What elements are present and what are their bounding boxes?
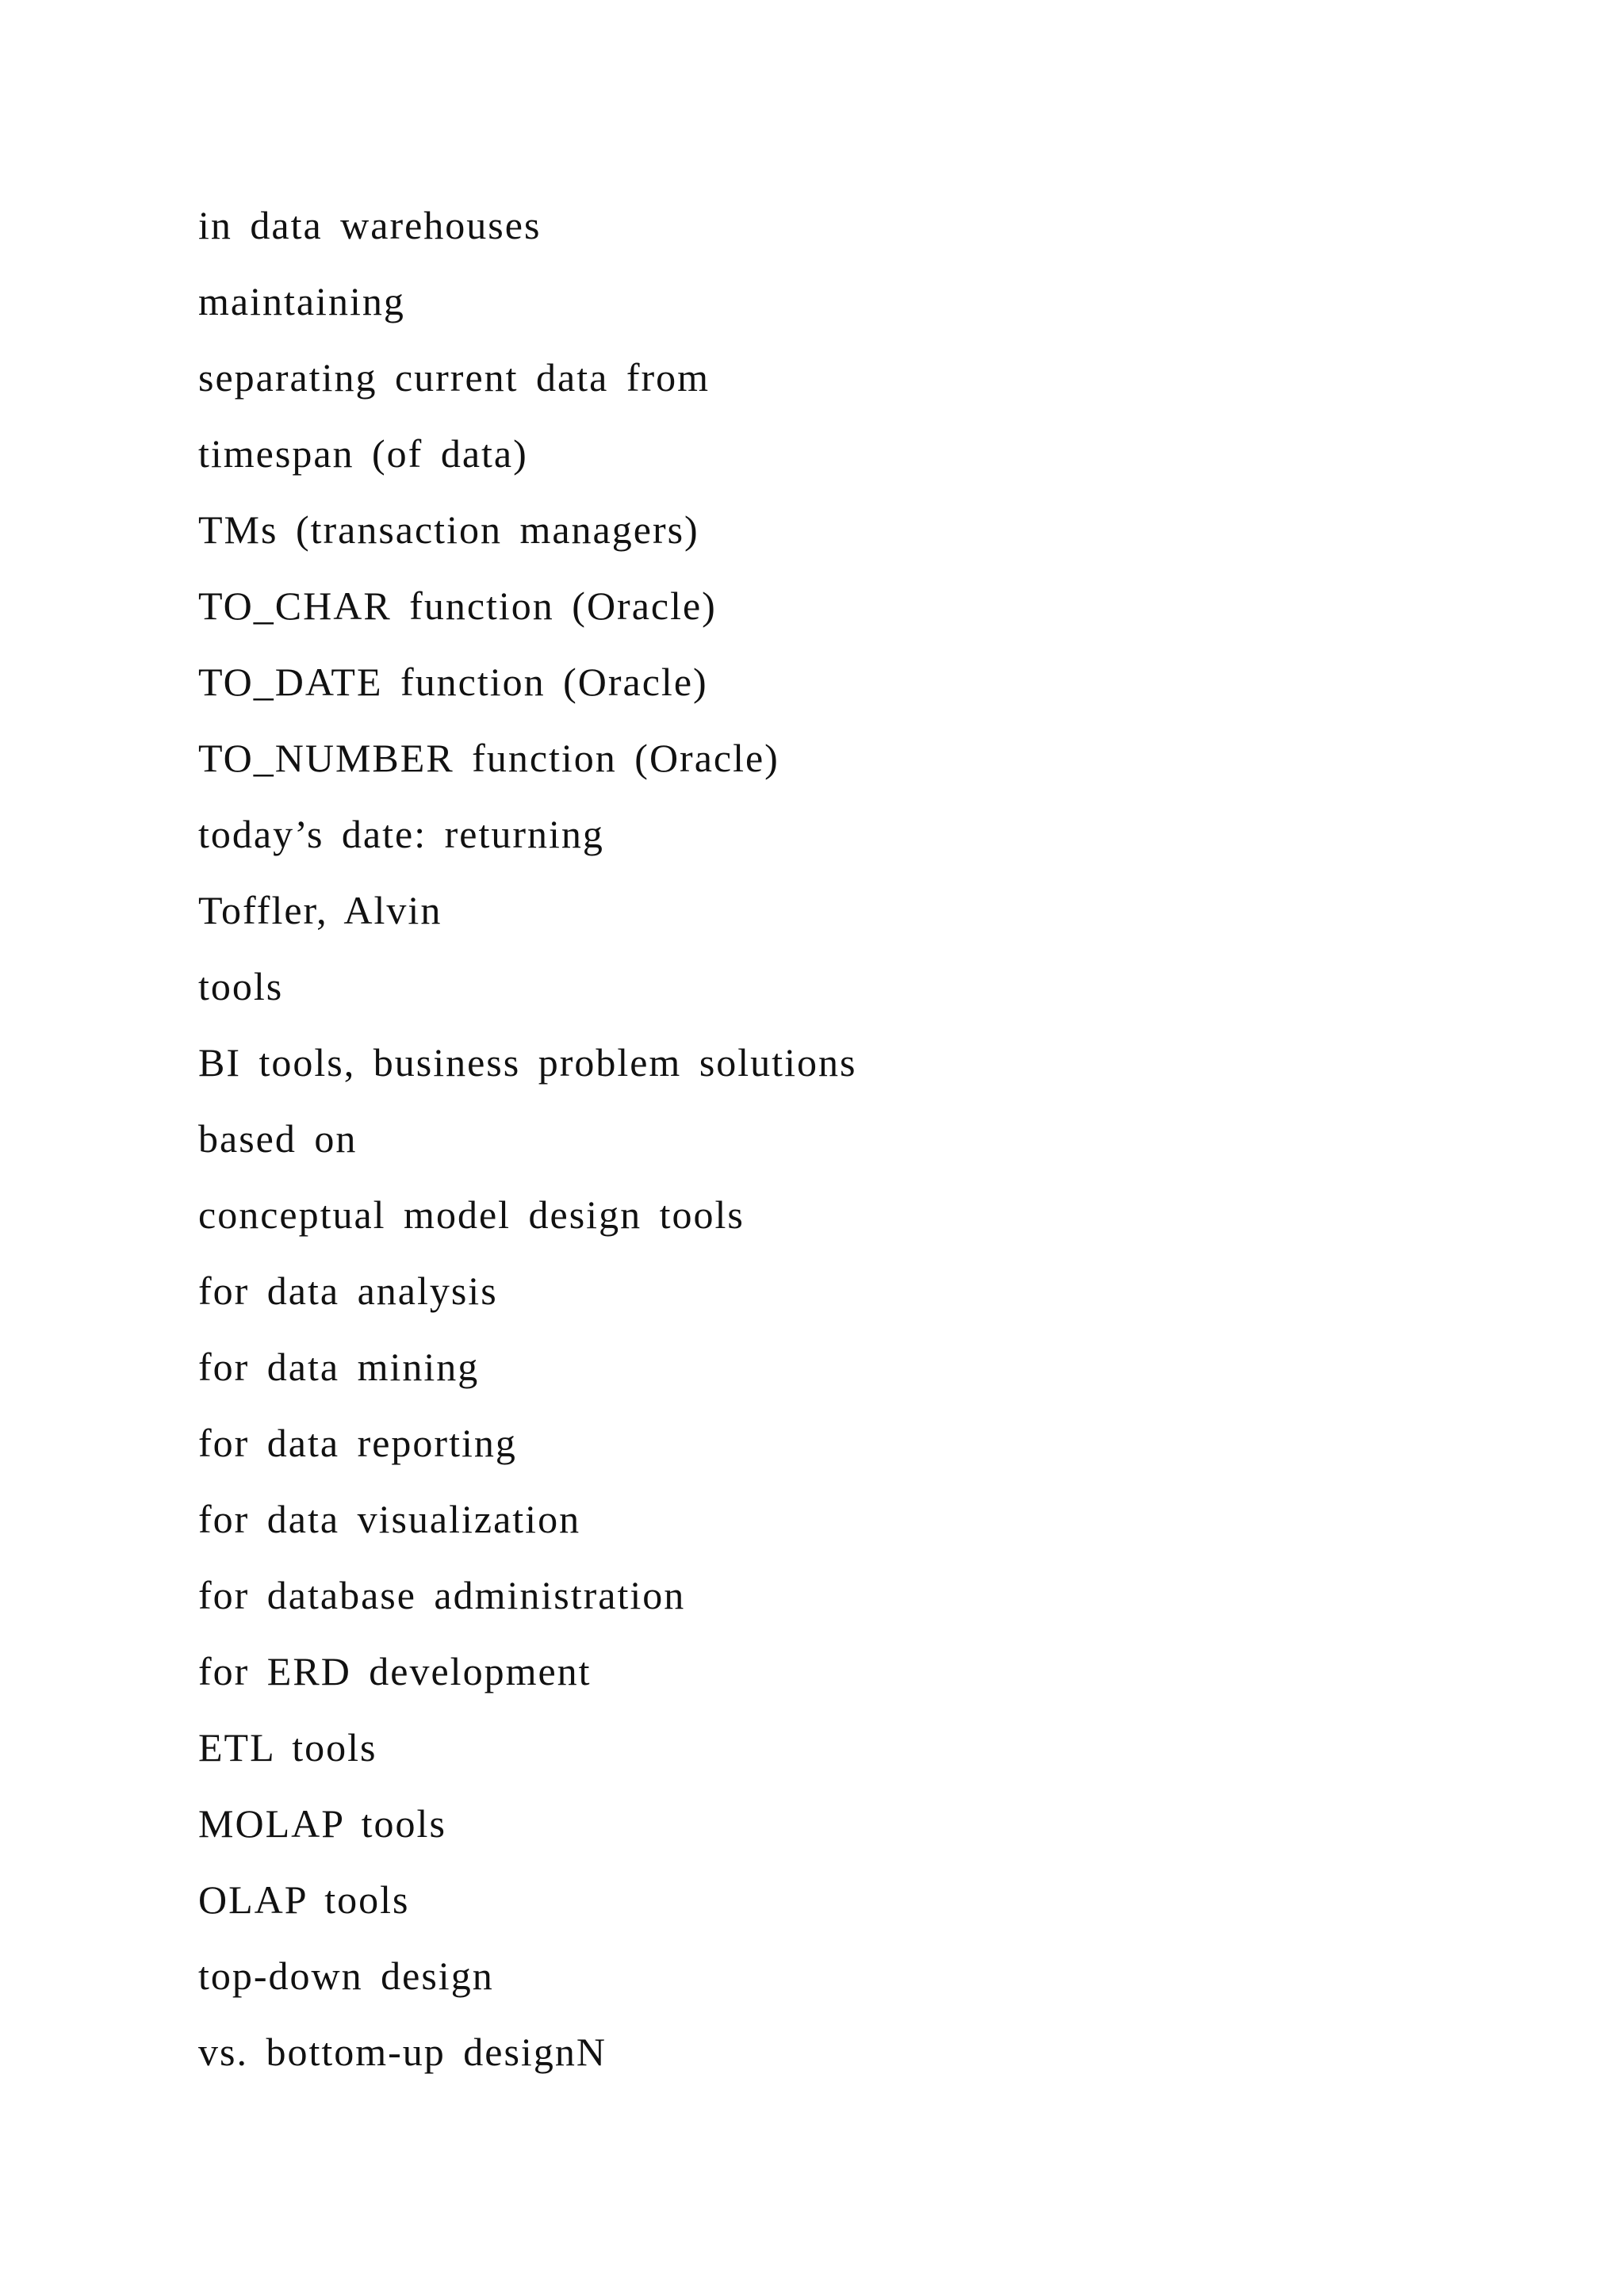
index-entry: TO_DATE function (Oracle) (198, 660, 708, 704)
index-entry: for data mining (198, 1345, 480, 1389)
index-entry: maintaining (198, 279, 405, 323)
index-entry: ETL tools (198, 1725, 377, 1770)
index-entry: Toffler, Alvin (198, 888, 442, 932)
index-entry: vs. bottom-up designN (198, 2030, 607, 2074)
index-entry: TMs (transaction managers) (198, 507, 699, 552)
index-entry: TO_NUMBER function (Oracle) (198, 736, 779, 780)
index-entry: based on (198, 1116, 358, 1161)
index-entry: separating current data from (198, 355, 710, 400)
index-entry: for ERD development (198, 1649, 592, 1693)
index-entry: for database administration (198, 1573, 686, 1617)
index-entry: conceptual model design tools (198, 1192, 745, 1237)
index-entry: timespan (of data) (198, 431, 528, 476)
index-entry: for data visualization (198, 1497, 581, 1541)
index-entry: BI tools, business problem solutions (198, 1040, 857, 1085)
index-entry: for data analysis (198, 1269, 498, 1313)
index-entry: today’s date: returning (198, 812, 604, 856)
index-entry: MOLAP tools (198, 1801, 446, 1846)
index-entry: in data warehouses (198, 203, 542, 247)
index-entry: OLAP tools (198, 1877, 410, 1922)
index-entry: tools (198, 964, 284, 1008)
index-entry: TO_CHAR function (Oracle) (198, 584, 717, 628)
index-entry: for data reporting (198, 1421, 517, 1465)
index-entry-list (198, 187, 856, 2090)
index-entry: top-down design (198, 1954, 494, 1998)
